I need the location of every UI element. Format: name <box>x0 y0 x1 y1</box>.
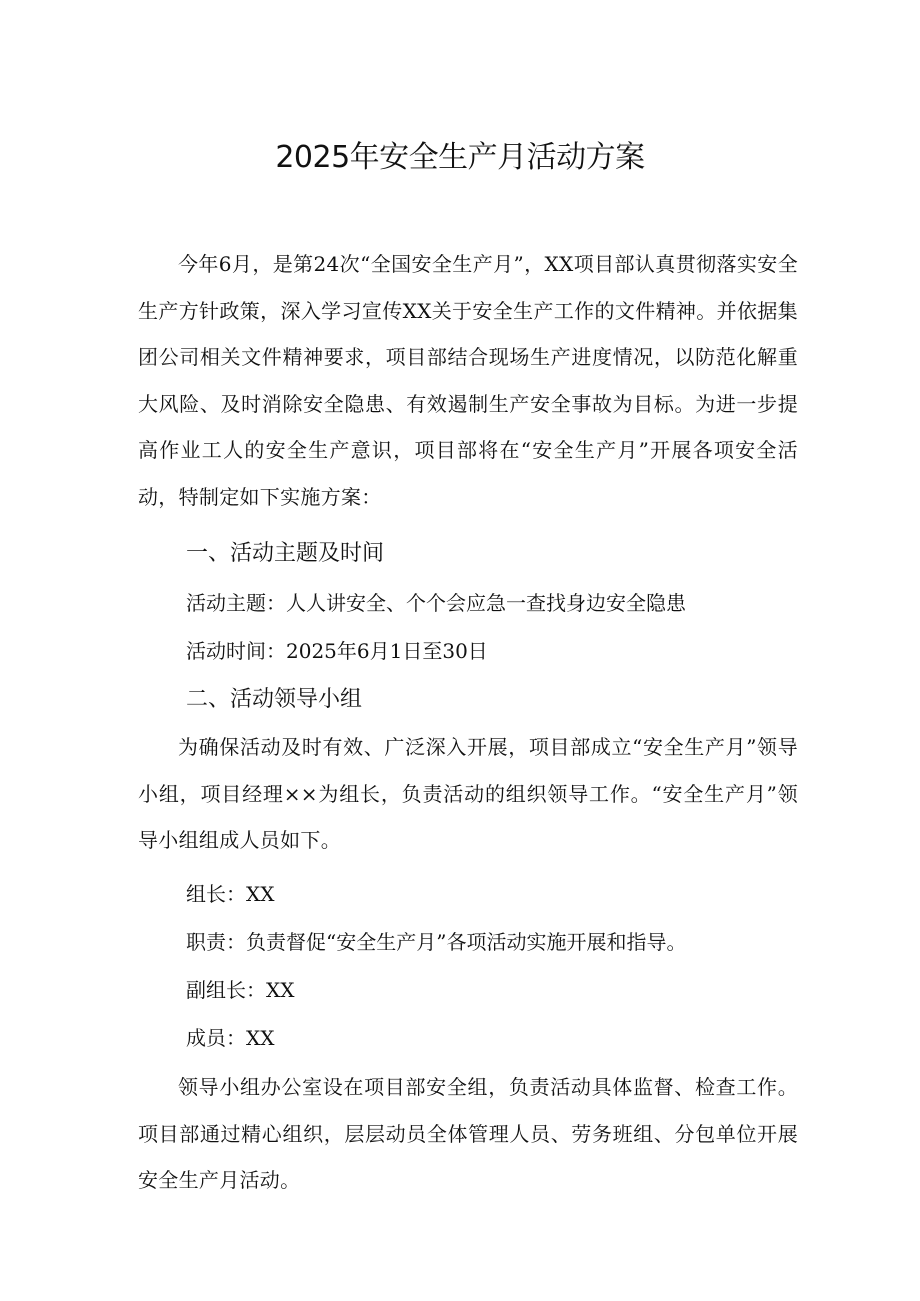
leadership-paragraph-block <box>138 724 798 864</box>
leadership-paragraph: 为确保活动及时有效、广泛深入开展，项目部成立“安全生产月”领导小组，项目经理××为组长，负责活动的组织领导工作。“安全生产月”领导小组组成人员如下。 <box>138 735 798 852</box>
intro-paragraph-block <box>138 241 798 520</box>
leader-duty: 职责：负责督促“安全生产月”各项活动实施开展和指导。 <box>186 930 687 954</box>
group-leader: 组长：XX <box>186 882 275 906</box>
document-title: 2025年安全生产月活动方案 <box>275 140 645 175</box>
deputy-leader: 副组长：XX <box>186 978 295 1002</box>
office-paragraph: 领导小组办公室设在项目部安全组，负责活动具体监督、检查工作。项目部通过精心组织，层层动员全体管理人员、劳务班组、分包单位开展安全生产月活动。 <box>138 1075 798 1192</box>
section1-heading: 一、活动主题及时间 <box>186 541 385 566</box>
activity-theme: 活动主题：人人讲安全、个个会应急一查找身边安全隐患 <box>186 591 686 615</box>
group-members: 成员：XX <box>186 1026 275 1050</box>
section2-heading: 二、活动领导小组 <box>186 687 363 712</box>
intro-paragraph: 今年6月，是第24次“全国安全生产月”，XX项目部认真贯彻落实安全生产方针政策，深入学习宣传XX关于安全生产工作的文件精神。并依据集团公司相关文件精神要求，项目部结合现场生产进度情况，以防范化解重大风险、及时消除安全隐患、有效遏制生产安全事故为目标。为进一步提高作业工人的安全生产意识，项目部将在“安全生产月”开展各项安全活动，特制定如下实施方案： <box>138 252 798 509</box>
activity-time: 活动时间：2025年6月1日至30日 <box>186 639 488 663</box>
office-paragraph-block <box>138 1064 798 1204</box>
